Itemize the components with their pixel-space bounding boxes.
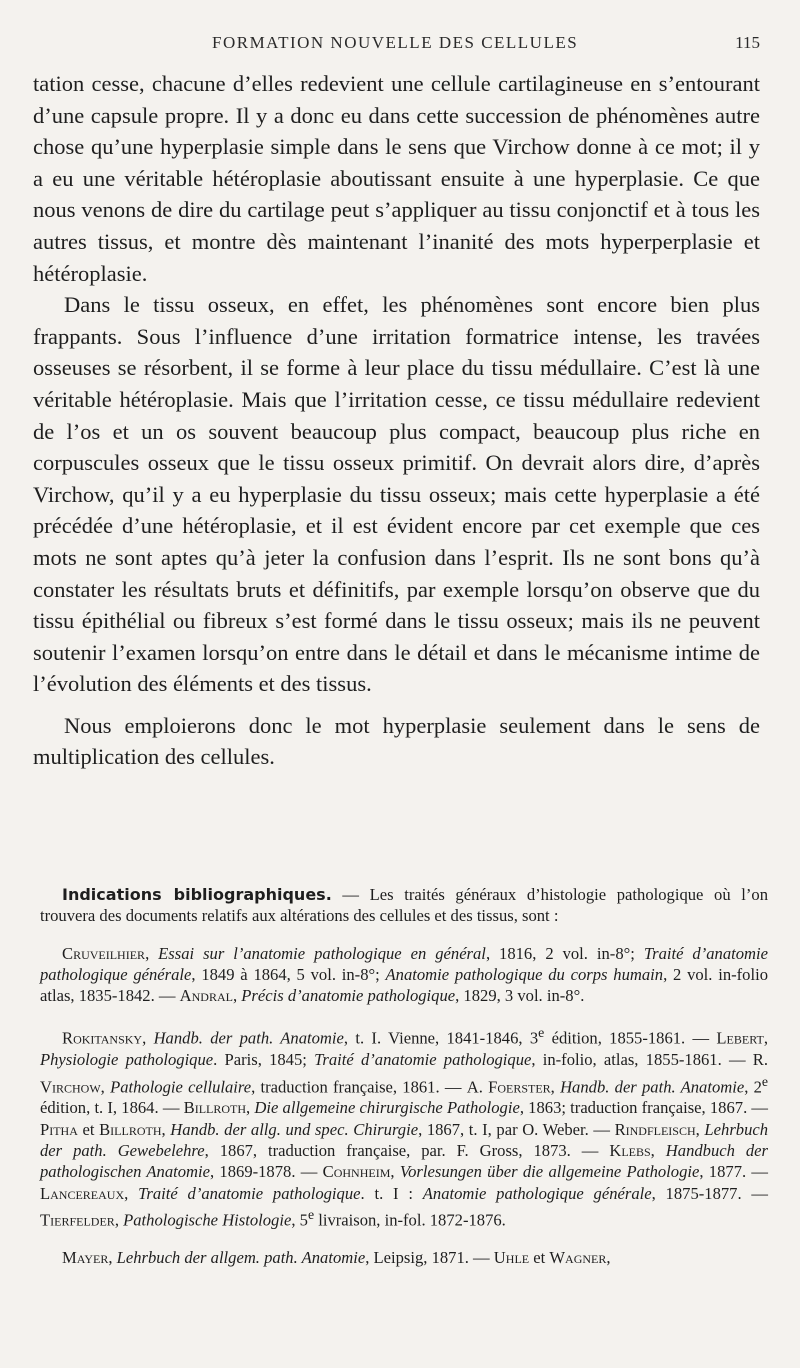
author-name: Andral: [179, 986, 233, 1006]
paragraph-2: Dans le tissu osseux, en effet, les phénomènes sont encore bien plus frappants. Sous l’influence d’une irritation formatrice intense, les travées osseuses se résorbent, il se forme à leur place du tissu médullaire. C’est là une véritable hétéroplasie. Mais que l’irritation cesse, ce tissu médullaire redevient de l’os et un os souvent beaucoup plus compact, beaucoup plus riche en corpuscules osseux que le tissu osseux primitif. On devrait alors dire, d’après Virchow, qu’il y a eu hyperplasie du tissu osseux; mais cette hyperplasie a été précédée d’une hétéroplasie, et il est évident encore par cet exemple que ces mots ne sont aptes qu’à jeter la confusion dans l’esprit. Ils ne sont bons qu’à constater les résultats bruts et définitifs, par exemple lorsqu’on observe que du tissu épithélial ou fibreux s’est formé dans le tissu osseux; mais ils ne peuvent soutenir l’examen lorsqu’on entre dans le détail et dans le mécanisme intime de l’évolution des éléments et des tissus.: [33, 292, 760, 697]
text-span: et: [529, 1247, 550, 1267]
running-title: FORMATION NOUVELLE DES CELLULES: [212, 33, 579, 52]
author-name: Cohnheim: [322, 1162, 391, 1182]
text-span: , traduction française, 1861. —: [251, 1077, 467, 1097]
text-span: ,: [246, 1098, 255, 1118]
text-span: , 1863; traduction française, 1867. —: [519, 1098, 769, 1118]
page-number: 115: [735, 33, 760, 52]
text-span: , Leipsig, 1871. —: [365, 1247, 494, 1267]
book-title: Die allgemeine chirurgische Pathologie: [254, 1098, 520, 1118]
text-span: , 1849 à 1864, 5 vol. in-8°;: [191, 964, 386, 984]
text-span: , 1867, t. I, par O. Weber. —: [418, 1119, 615, 1139]
text-span: ,: [695, 1119, 705, 1139]
text-span: , in-folio, atlas, 1855-1861. —: [531, 1050, 753, 1070]
book-title: Handb. der allg. und spec. Chirurgie: [170, 1119, 419, 1139]
book-title: Essai sur l’anatomie pathologique en général: [158, 943, 486, 963]
book-title: Vorlesungen über die allgemeine Pathologie: [399, 1162, 700, 1182]
book-title: Précis d’anatomie pathologique: [241, 986, 456, 1006]
paragraph-1: tation cesse, chacune d’elles redevient une cellule cartilagineuse en s’entourant d’une capsule propre. Il y a donc eu dans cette succession de phénomènes autre chose qu’une hyperplasie simple dans le sens que Virchow donne à ce mot; il y a eu une véritable hétéroplasie aboutissant ensuite à une hyperplasie. Ce que nous venons de dire du cartilage peut s’appliquer au tissu conjonctif et à tous les autres tissus, et montre dès maintenant l’inanité des mots hyperperplasie et hétéroplasie.: [33, 71, 760, 286]
text-span: . Paris, 1845;: [213, 1050, 315, 1070]
text-span: , 2 vol. in-folio atlas, 1835-1842. —: [40, 964, 768, 1006]
text-span: ,: [124, 1183, 139, 1203]
book-title: Traité d’anatomie pathologique générale: [40, 943, 769, 984]
book-title: Handbuch der pathologischen Anatomie: [40, 1141, 769, 1182]
author-name: A. Foerster: [466, 1077, 551, 1097]
text-span: ,: [114, 1210, 124, 1230]
text-span: ,: [763, 1029, 768, 1049]
text-span: ,: [142, 1029, 154, 1049]
bibliography-section: [40, 884, 768, 1268]
text-span: et: [77, 1119, 100, 1139]
text-span: . t. I :: [360, 1183, 423, 1203]
book-title: Lehrbuch der path. Gewebelehre: [40, 1119, 769, 1161]
author-name: Rokitansky: [62, 1029, 143, 1049]
text-span: , 1829, 3 vol. in-8°.: [455, 986, 585, 1006]
text-span: ,: [161, 1119, 171, 1139]
text-span: ,: [108, 1247, 117, 1267]
book-title: Anatomie pathologique générale: [422, 1183, 652, 1203]
book-title: Handb. der path. Anatomie: [560, 1077, 745, 1097]
text-span: , t. I. Vienne, 1841-1846, 3: [343, 1029, 539, 1049]
bibliography-intro-text: — Les traités généraux d’histologie pathologique où l’on trouvera des documents relatifs aux altérations des cellules et des tissus, sont :: [40, 885, 768, 926]
text-span: édition, 1855-1861. —: [544, 1029, 717, 1049]
author-name: Tierfelder: [40, 1210, 115, 1230]
text-span: ,: [550, 1077, 561, 1097]
bibliography-intro: [40, 884, 768, 927]
author-name: Wagner: [549, 1247, 607, 1267]
author-name: Lancereaux: [40, 1183, 125, 1203]
author-name: Rindfleisch: [614, 1119, 696, 1139]
bibliography-entry-3: [40, 1247, 768, 1268]
text-span: , 1816, 2 vol. in-8°;: [485, 943, 644, 963]
running-header: [0, 33, 800, 57]
text-span: ,: [145, 943, 159, 963]
author-name: Pitha: [40, 1119, 78, 1139]
author-name: Uhle: [493, 1247, 530, 1267]
author-name: Billroth: [183, 1098, 247, 1118]
book-title: Pathologische Histologie: [123, 1210, 292, 1230]
text-span: livraison, in-fol. 1872-1876.: [314, 1210, 506, 1230]
text-span: édition, t. I, 1864. —: [40, 1098, 184, 1118]
text-span: ,: [390, 1162, 400, 1182]
text-span: , 1875-1877. —: [651, 1183, 769, 1203]
text-span: ,: [232, 986, 242, 1006]
book-title: Handb. der path. Anatomie: [153, 1029, 344, 1049]
book-title: Anatomie pathologique du corps humain: [385, 964, 664, 984]
author-name: R. Virchow: [40, 1050, 768, 1097]
bibliography-entry-1: [40, 943, 768, 1007]
text-span: , 5: [291, 1210, 308, 1230]
book-title: Traité d’anatomie pathologique: [138, 1183, 361, 1203]
superscript: e: [307, 1206, 315, 1222]
text-span: , 1869-1878. —: [209, 1162, 323, 1182]
superscript: e: [538, 1025, 545, 1041]
main-text: [33, 68, 760, 773]
text-span: , 1877. —: [699, 1162, 769, 1182]
superscript: e: [761, 1073, 769, 1089]
book-title: Pathologie cellulaire: [110, 1077, 252, 1097]
bibliography-heading: Indications bibliographiques.: [62, 885, 332, 904]
book-title: Physiologie pathologique: [40, 1050, 214, 1070]
text-span: , 2: [744, 1077, 762, 1097]
text-span: ,: [650, 1141, 666, 1161]
book-title: Lehrbuch der allgem. path. Anatomie: [116, 1247, 366, 1267]
author-name: Lebert: [716, 1029, 764, 1049]
author-name: Mayer: [62, 1247, 109, 1267]
book-title: Traité d’anatomie pathologique: [314, 1050, 532, 1070]
author-name: Billroth: [99, 1119, 162, 1139]
author-name: Klebs: [609, 1141, 651, 1161]
bibliography-entry-2: [40, 1022, 768, 1230]
paragraph-3: Nous emploierons donc le mot hyperplasie seulement dans le sens de multiplication des cellules.: [33, 712, 760, 770]
text-span: ,: [100, 1077, 111, 1097]
author-name: Cruveilhier: [62, 943, 146, 963]
text-span: ,: [606, 1247, 611, 1267]
text-span: , 1867, traduction française, par. F. Gross, 1873. —: [204, 1141, 610, 1161]
